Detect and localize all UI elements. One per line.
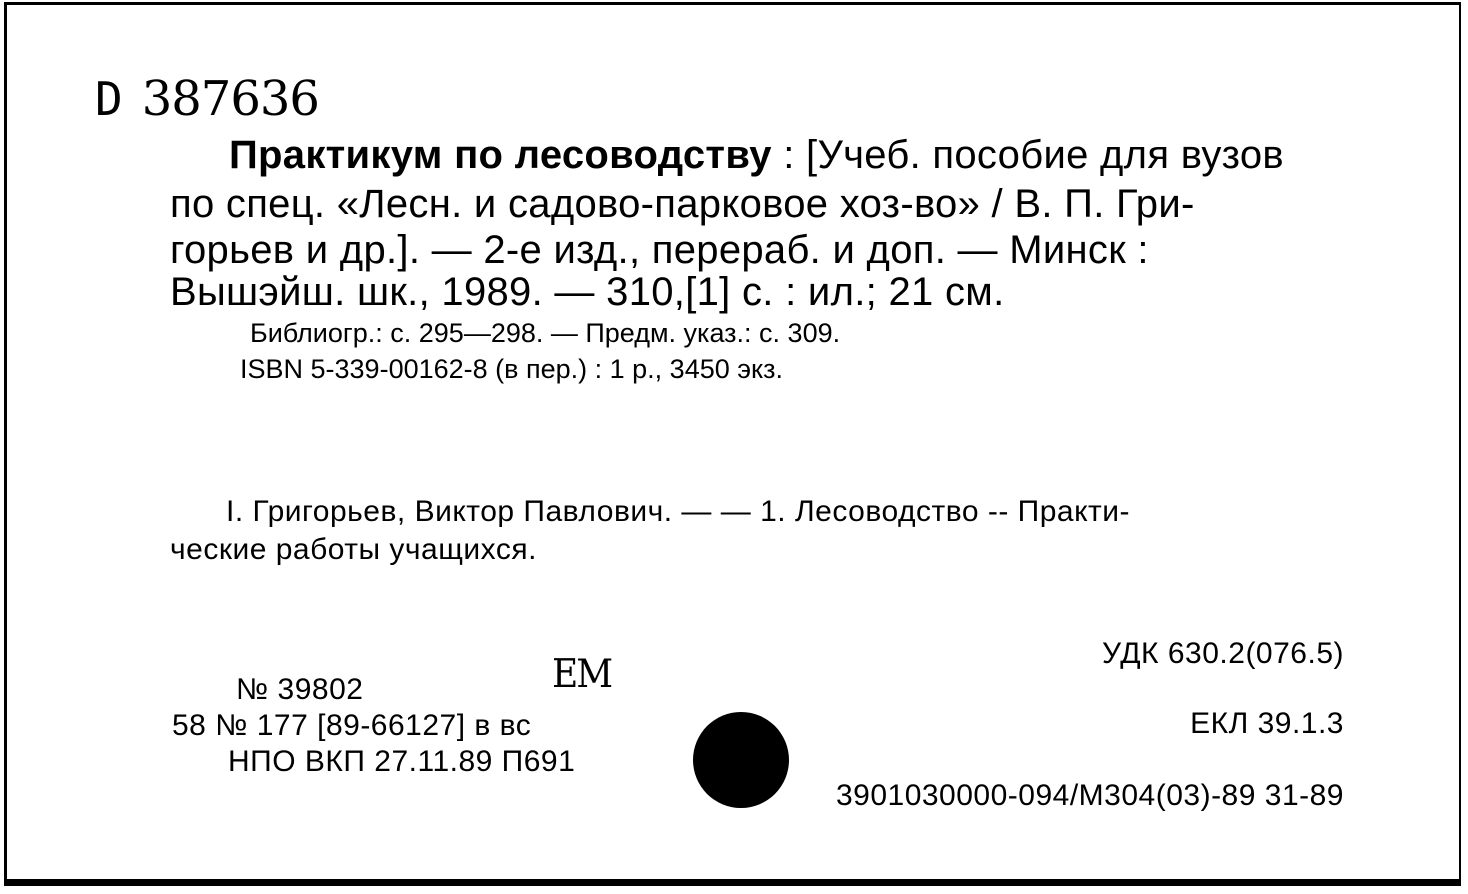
punch-hole-dot <box>693 712 789 808</box>
publisher-line: НПО ВКП 27.11.89 П691 <box>228 745 576 778</box>
order-line: 58 № 177 [89-66127] в вс <box>172 709 532 742</box>
description-line-3: горьев и др.]. — 2-е изд., перераб. и доп. — Минск : <box>170 228 1149 272</box>
bibliography-note: Библиогр.: с. 295—298. — Предм. указ.: с. 309. <box>250 318 841 348</box>
em-mark: ЕМ <box>552 651 612 698</box>
isbn-line: ISBN 5-339-00162-8 (в пер.) : 1 р., 3450 экз. <box>240 354 784 384</box>
call-number-prefix: D <box>95 72 124 126</box>
title-line-rest: : [Учеб. пособие для вузов <box>783 133 1284 177</box>
description-line-4: Вышэйш. шк., 1989. — 310,[1] с. : ил.; 21 см. <box>170 270 1005 314</box>
book-title: Практикум по лесоводству <box>229 133 772 177</box>
udc-code: УДК 630.2(076.5) <box>1102 637 1344 670</box>
code-number: № 39802 <box>236 673 364 706</box>
ekl-code: ЕКЛ 39.1.3 <box>1190 707 1344 740</box>
call-number <box>95 71 319 127</box>
tracings-line-2: ческие работы учащихся. <box>170 533 537 566</box>
call-number-value: 387636 <box>141 71 319 127</box>
title-line <box>229 131 1284 180</box>
description-line-2: по спец. «Лесн. и садово-парковое хоз-во» / В. П. Гри- <box>170 182 1195 226</box>
classification-code: 3901030000-094/М304(03)-89 31-89 <box>835 779 1344 812</box>
tracings-line-1: I. Григорьев, Виктор Павлович. — — 1. Лесоводство -- Практи- <box>226 495 1131 528</box>
